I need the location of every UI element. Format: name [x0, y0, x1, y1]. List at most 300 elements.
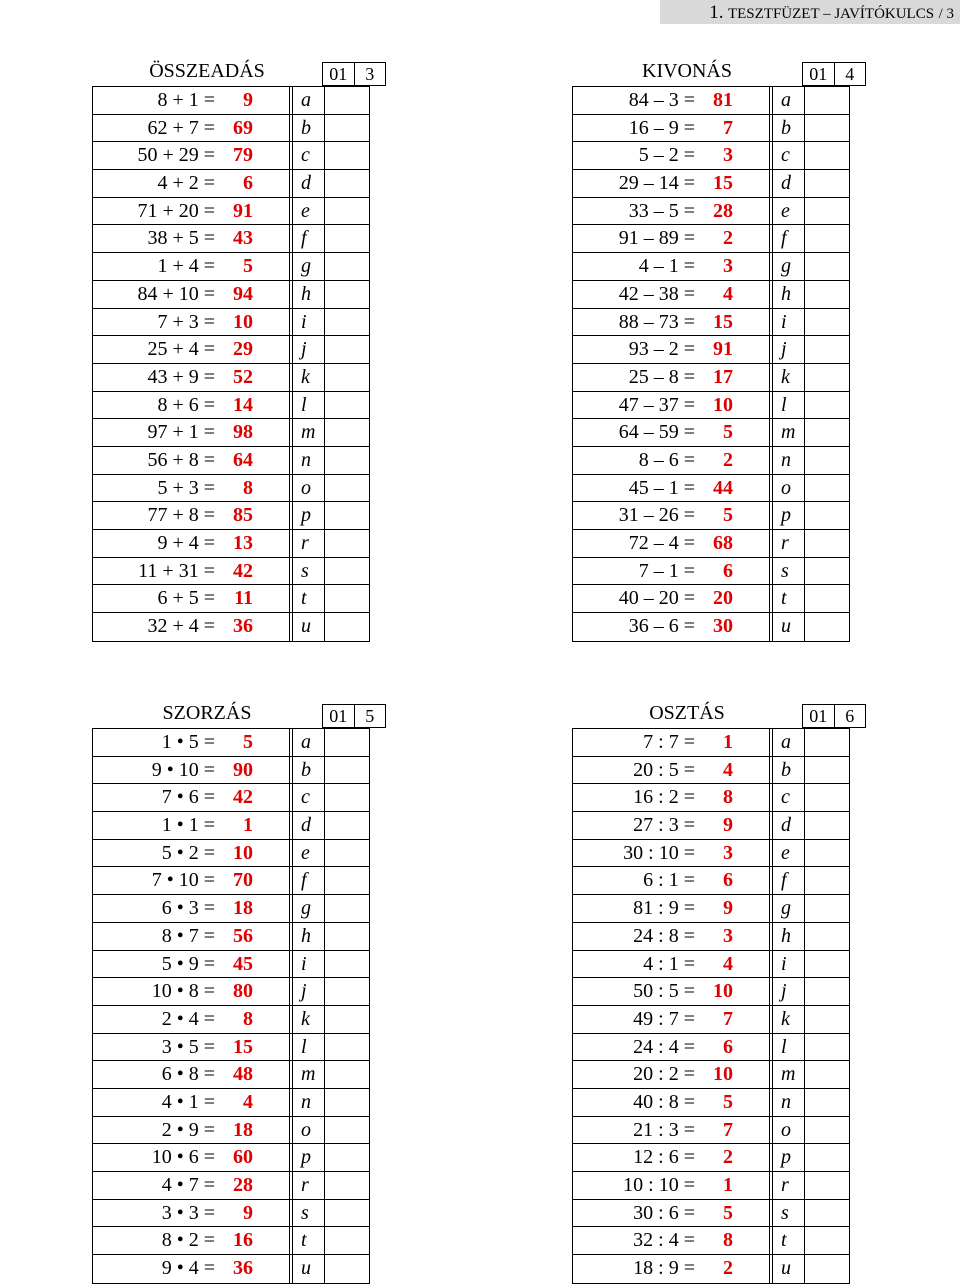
score-cell	[325, 951, 369, 978]
result-value: 9	[221, 87, 293, 114]
table-row	[573, 558, 849, 586]
block-kivonas	[572, 58, 855, 642]
equation: 20 : 5 =	[633, 758, 695, 781]
result-value: 2	[701, 1255, 773, 1283]
equation: 16 : 2 =	[633, 786, 695, 809]
item-letter: s	[773, 1200, 805, 1227]
item-code-box	[322, 704, 386, 728]
result-value: 8	[221, 1006, 293, 1033]
item-code-part: 01	[803, 705, 835, 727]
table-row	[573, 336, 849, 364]
equation: 20 : 2 =	[633, 1063, 695, 1086]
equation: 9 • 10 =	[151, 758, 215, 781]
item-letter: n	[293, 447, 325, 474]
table-row	[93, 1172, 369, 1200]
score-cell	[805, 585, 849, 612]
item-letter: a	[293, 87, 325, 114]
block-title: ÖSSZEADÁS	[149, 60, 265, 82]
score-cell	[805, 895, 849, 922]
table-row	[573, 729, 849, 757]
item-code-part: 6	[845, 706, 855, 726]
table-row	[93, 613, 369, 641]
item-letter: u	[773, 613, 805, 641]
table-row	[93, 784, 369, 812]
table-row	[93, 419, 369, 447]
table-row	[573, 784, 849, 812]
item-letter: t	[293, 585, 325, 612]
result-value: 7	[701, 1117, 773, 1144]
block-szorzas	[92, 700, 375, 1284]
result-value: 17	[701, 364, 773, 391]
score-cell	[325, 1006, 369, 1033]
equation: 8 + 6 =	[157, 393, 215, 416]
table-row	[573, 1227, 849, 1255]
result-value: 2	[701, 1144, 773, 1171]
table-row	[93, 1117, 369, 1145]
score-cell	[325, 419, 369, 446]
score-cell	[805, 1034, 849, 1061]
result-value: 48	[221, 1061, 293, 1088]
table-row	[573, 978, 849, 1006]
equation: 8 + 1 =	[157, 89, 215, 111]
result-value: 69	[221, 115, 293, 142]
item-letter: r	[293, 530, 325, 557]
answer-table	[572, 86, 850, 642]
result-value: 1	[701, 729, 773, 756]
result-value: 3	[701, 840, 773, 867]
equation: 72 – 4 =	[628, 532, 695, 554]
block-title: SZORZÁS	[162, 702, 252, 724]
score-cell	[805, 1255, 849, 1283]
item-letter: e	[773, 198, 805, 225]
equation: 71 + 20 =	[137, 199, 215, 222]
header-text: TESZTFÜZET – JAVÍTÓKULCS	[727, 6, 935, 22]
score-cell	[325, 729, 369, 756]
equation: 33 – 5 =	[628, 199, 695, 222]
equation: 4 • 7 =	[161, 1174, 215, 1196]
result-value: 29	[221, 336, 293, 363]
equation: 7 + 3 =	[157, 310, 215, 333]
result-value: 15	[221, 1034, 293, 1061]
score-cell	[805, 1144, 849, 1171]
score-cell	[325, 923, 369, 950]
equation: 43 + 9 =	[147, 365, 215, 388]
result-value: 5	[701, 1200, 773, 1227]
score-cell	[805, 812, 849, 839]
item-letter: t	[293, 1227, 325, 1254]
equation: 47 – 37 =	[618, 393, 695, 416]
item-letter: e	[773, 840, 805, 867]
equation: 1 • 1 =	[161, 814, 215, 837]
item-letter: d	[293, 170, 325, 197]
header-title	[709, 0, 954, 24]
score-cell	[325, 1255, 369, 1283]
item-letter: c	[773, 142, 805, 169]
result-value: 10	[701, 392, 773, 419]
score-cell	[805, 1061, 849, 1088]
item-letter: r	[293, 1172, 325, 1199]
table-row	[93, 978, 369, 1006]
table-row	[573, 1172, 849, 1200]
table-row	[93, 309, 369, 337]
table-row	[573, 951, 849, 979]
score-cell	[325, 530, 369, 557]
table-row	[573, 1061, 849, 1089]
item-letter: r	[773, 1172, 805, 1199]
equation: 45 – 1 =	[628, 476, 695, 499]
equation: 24 : 8 =	[633, 924, 695, 947]
item-letter: i	[773, 951, 805, 978]
equation: 4 • 1 =	[161, 1090, 215, 1113]
equation: 21 : 3 =	[633, 1118, 695, 1141]
table-row	[93, 87, 369, 115]
item-letter: e	[293, 840, 325, 867]
item-letter: l	[293, 1034, 325, 1061]
item-letter: n	[293, 1089, 325, 1116]
result-value: 4	[701, 951, 773, 978]
equation: 12 : 6 =	[633, 1146, 695, 1169]
table-row	[573, 198, 849, 226]
score-cell	[325, 1034, 369, 1061]
equation: 29 – 14 =	[618, 172, 695, 195]
table-row	[573, 253, 849, 281]
result-value: 14	[221, 392, 293, 419]
table-row	[573, 867, 849, 895]
score-cell	[805, 253, 849, 280]
table-row	[573, 757, 849, 785]
table-row	[93, 951, 369, 979]
equation: 32 + 4 =	[147, 615, 215, 638]
score-cell	[805, 1227, 849, 1254]
result-value: 7	[701, 1006, 773, 1033]
result-value: 1	[701, 1172, 773, 1199]
equation: 49 : 7 =	[633, 1007, 695, 1030]
table-row	[573, 1200, 849, 1228]
table-row	[93, 585, 369, 613]
result-value: 6	[701, 867, 773, 894]
equation: 2 • 4 =	[161, 1007, 215, 1030]
item-letter: h	[773, 281, 805, 308]
item-letter: m	[773, 1061, 805, 1088]
score-cell	[325, 978, 369, 1005]
item-letter: l	[773, 392, 805, 419]
equation: 25 – 8 =	[628, 365, 695, 388]
table-row	[573, 1255, 849, 1283]
result-value: 43	[221, 225, 293, 252]
table-row	[93, 475, 369, 503]
table-row	[93, 198, 369, 226]
item-letter: u	[293, 1255, 325, 1283]
score-cell	[805, 1089, 849, 1116]
table-row	[573, 392, 849, 420]
item-letter: s	[293, 1200, 325, 1227]
equation: 6 • 8 =	[161, 1063, 215, 1086]
score-cell	[325, 392, 369, 419]
table-row	[93, 142, 369, 170]
item-letter: g	[293, 895, 325, 922]
score-cell	[325, 895, 369, 922]
equation: 64 – 59 =	[618, 421, 695, 444]
item-letter: u	[293, 613, 325, 641]
table-row	[93, 392, 369, 420]
score-cell	[325, 502, 369, 529]
score-cell	[805, 867, 849, 894]
result-value: 15	[701, 309, 773, 336]
item-code-box	[802, 62, 866, 86]
item-letter: k	[293, 1006, 325, 1033]
score-cell	[325, 558, 369, 585]
score-cell	[805, 502, 849, 529]
result-value: 42	[221, 558, 293, 585]
table-row	[573, 309, 849, 337]
result-value: 10	[701, 1061, 773, 1088]
equation: 7 : 7 =	[643, 731, 695, 753]
table-row	[93, 115, 369, 143]
score-cell	[325, 840, 369, 867]
table-row	[93, 170, 369, 198]
answer-table	[572, 728, 850, 1284]
item-letter: k	[773, 364, 805, 391]
item-letter: t	[773, 585, 805, 612]
score-cell	[805, 923, 849, 950]
answer-table	[92, 86, 370, 642]
result-value: 9	[701, 812, 773, 839]
table-row	[573, 170, 849, 198]
block-title: KIVONÁS	[642, 60, 732, 82]
result-value: 44	[701, 475, 773, 502]
table-row	[93, 1089, 369, 1117]
table-row	[93, 281, 369, 309]
table-row	[93, 729, 369, 757]
item-letter: h	[293, 281, 325, 308]
result-value: 81	[701, 87, 773, 114]
equation: 97 + 1 =	[147, 421, 215, 444]
item-letter: m	[293, 1061, 325, 1088]
score-cell	[805, 613, 849, 641]
item-letter: r	[773, 530, 805, 557]
score-cell	[805, 225, 849, 252]
item-letter: o	[773, 475, 805, 502]
item-letter: b	[773, 757, 805, 784]
table-row	[93, 253, 369, 281]
result-value: 8	[221, 475, 293, 502]
score-cell	[325, 613, 369, 641]
page-header	[0, 0, 960, 24]
item-letter: l	[293, 392, 325, 419]
score-cell	[805, 309, 849, 336]
score-cell	[805, 558, 849, 585]
score-cell	[805, 475, 849, 502]
equation: 30 : 10 =	[623, 841, 695, 864]
table-row	[573, 1034, 849, 1062]
result-value: 6	[701, 1034, 773, 1061]
block-title: OSZTÁS	[649, 702, 725, 724]
result-value: 10	[701, 978, 773, 1005]
result-value: 56	[221, 923, 293, 950]
equation: 24 : 4 =	[633, 1035, 695, 1058]
score-cell	[325, 1117, 369, 1144]
equation: 50 : 5 =	[633, 980, 695, 1003]
item-letter: h	[773, 923, 805, 950]
result-value: 18	[221, 895, 293, 922]
item-letter: p	[773, 502, 805, 529]
score-cell	[805, 87, 849, 114]
score-cell	[325, 87, 369, 114]
result-value: 42	[221, 784, 293, 811]
equation: 10 • 6 =	[151, 1146, 215, 1169]
score-cell	[805, 1006, 849, 1033]
result-value: 70	[221, 867, 293, 894]
item-letter: i	[293, 309, 325, 336]
equation: 3 • 3 =	[161, 1201, 215, 1224]
equation: 36 – 6 =	[628, 615, 695, 638]
score-cell	[325, 585, 369, 612]
equation: 16 – 9 =	[628, 116, 695, 139]
score-cell	[805, 1117, 849, 1144]
table-row	[93, 1034, 369, 1062]
table-row	[93, 336, 369, 364]
score-cell	[805, 840, 849, 867]
result-value: 28	[221, 1172, 293, 1199]
score-cell	[325, 170, 369, 197]
score-cell	[325, 1172, 369, 1199]
result-value: 2	[701, 225, 773, 252]
table-row	[93, 1061, 369, 1089]
table-row	[573, 1089, 849, 1117]
score-cell	[805, 364, 849, 391]
item-letter: p	[293, 1144, 325, 1171]
result-value: 10	[221, 840, 293, 867]
item-code-box	[802, 704, 866, 728]
item-letter: c	[293, 142, 325, 169]
score-cell	[325, 309, 369, 336]
equation: 31 – 26 =	[618, 504, 695, 527]
table-row	[93, 364, 369, 392]
score-cell	[325, 447, 369, 474]
item-letter: j	[773, 336, 805, 363]
equation: 7 – 1 =	[638, 559, 695, 582]
item-letter: l	[773, 1034, 805, 1061]
result-value: 3	[701, 142, 773, 169]
score-cell	[805, 1200, 849, 1227]
result-value: 64	[221, 447, 293, 474]
item-letter: m	[293, 419, 325, 446]
score-cell	[325, 198, 369, 225]
equation: 10 : 10 =	[623, 1174, 695, 1196]
equation: 2 • 9 =	[161, 1118, 215, 1141]
equation: 77 + 8 =	[147, 504, 215, 527]
score-cell	[805, 142, 849, 169]
item-letter: u	[773, 1255, 805, 1283]
item-code-part: 01	[803, 63, 835, 85]
item-letter: a	[293, 729, 325, 756]
table-row	[573, 585, 849, 613]
equation: 91 – 89 =	[618, 227, 695, 250]
table-row	[573, 419, 849, 447]
equation: 32 : 4 =	[633, 1229, 695, 1252]
score-cell	[805, 198, 849, 225]
equation: 25 + 4 =	[147, 338, 215, 361]
result-value: 7	[701, 115, 773, 142]
equation: 81 : 9 =	[633, 897, 695, 920]
item-letter: p	[293, 502, 325, 529]
result-value: 15	[701, 170, 773, 197]
equation: 1 + 4 =	[157, 255, 215, 278]
equation: 42 – 38 =	[618, 282, 695, 305]
table-row	[573, 1006, 849, 1034]
item-letter: o	[293, 1117, 325, 1144]
table-row	[573, 812, 849, 840]
equation: 9 + 4 =	[157, 532, 215, 554]
equation: 18 : 9 =	[633, 1257, 695, 1280]
table-row	[573, 87, 849, 115]
equation: 8 – 6 =	[638, 448, 695, 471]
score-cell	[805, 419, 849, 446]
result-value: 8	[701, 784, 773, 811]
equation: 84 + 10 =	[137, 282, 215, 305]
item-letter: e	[293, 198, 325, 225]
result-value: 4	[701, 281, 773, 308]
equation: 6 + 5 =	[157, 587, 215, 610]
table-row	[93, 502, 369, 530]
result-value: 18	[221, 1117, 293, 1144]
table-row	[573, 447, 849, 475]
result-value: 20	[701, 585, 773, 612]
equation: 38 + 5 =	[147, 227, 215, 250]
item-letter: g	[773, 253, 805, 280]
item-code-part: 01	[323, 63, 355, 85]
result-value: 5	[701, 502, 773, 529]
item-letter: h	[293, 923, 325, 950]
score-cell	[325, 757, 369, 784]
block-osztas	[572, 700, 855, 1284]
equation: 3 • 5 =	[161, 1035, 215, 1058]
result-value: 16	[221, 1227, 293, 1254]
item-letter: f	[293, 225, 325, 252]
score-cell	[805, 951, 849, 978]
table-row	[93, 895, 369, 923]
score-cell	[805, 784, 849, 811]
item-letter: m	[773, 419, 805, 446]
equation: 4 + 2 =	[157, 172, 215, 195]
equation: 8 • 2 =	[161, 1229, 215, 1252]
equation: 10 • 8 =	[151, 980, 215, 1003]
item-letter: d	[773, 170, 805, 197]
item-letter: c	[293, 784, 325, 811]
item-code-part: 5	[365, 706, 375, 726]
score-cell	[325, 225, 369, 252]
item-letter: t	[773, 1227, 805, 1254]
item-letter: d	[773, 812, 805, 839]
result-value: 52	[221, 364, 293, 391]
header-page: / 3	[938, 6, 954, 22]
equation: 1 • 5 =	[161, 731, 215, 753]
item-letter: f	[773, 867, 805, 894]
result-value: 68	[701, 530, 773, 557]
result-value: 4	[221, 1089, 293, 1116]
equation: 56 + 8 =	[147, 448, 215, 471]
equation: 5 + 3 =	[157, 476, 215, 499]
table-row	[93, 1227, 369, 1255]
score-cell	[325, 336, 369, 363]
item-code-part: 3	[365, 64, 375, 84]
result-value: 3	[701, 253, 773, 280]
result-value: 91	[701, 336, 773, 363]
result-value: 28	[701, 198, 773, 225]
score-cell	[325, 475, 369, 502]
item-letter: b	[293, 757, 325, 784]
score-cell	[805, 978, 849, 1005]
